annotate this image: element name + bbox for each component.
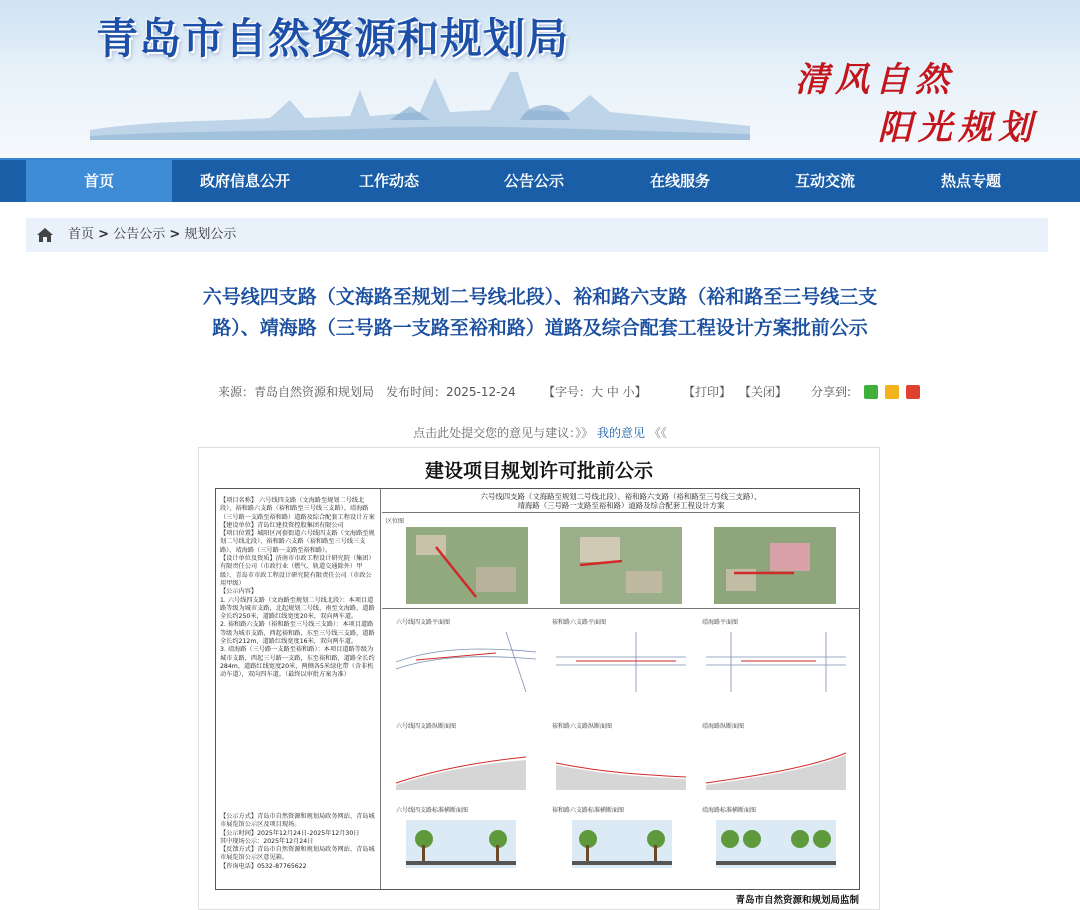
- profile-label-3: 靖海路纵断面图: [702, 723, 745, 730]
- font-size-control[interactable]: 【字号：大 中 小】: [543, 385, 647, 399]
- nav-item-interaction[interactable]: 互动交流: [794, 172, 855, 190]
- breadcrumb-home-link[interactable]: 首页: [68, 227, 95, 242]
- plan-label-3: 靖海路平面图: [702, 619, 739, 626]
- satellite-map-2: [560, 527, 682, 604]
- section-label-3: 靖海路标准横断面图: [702, 807, 757, 814]
- notice-left-column: [216, 489, 381, 889]
- breadcrumb-separator: >: [98, 227, 110, 242]
- satellite-map-3: [714, 527, 836, 604]
- feedback-line: [200, 424, 880, 441]
- slogan-line-2: 阳光规划: [878, 108, 1038, 148]
- weibo-share-icon[interactable]: [906, 385, 920, 399]
- profile-label-2: 裕和路六支路纵断面图: [552, 723, 613, 730]
- section-label-1: 六号线四支路标准横断面图: [396, 807, 469, 814]
- notice-board-image: [198, 447, 880, 910]
- plan-label-2: 裕和路六支路平面图: [552, 619, 607, 626]
- breadcrumb-trail: [68, 218, 236, 252]
- article-title: 六号线四支路（文海路至规划二号线北段）、裕和路六支路（裕和路至三号线三支路）、靖海路（三号路一支路至裕和路）道路及综合配套工程设计方案批前公示: [202, 286, 878, 339]
- nav-item-gov-info[interactable]: 政府信息公开: [199, 172, 290, 190]
- close-button[interactable]: 【关闭】: [739, 385, 788, 399]
- wechat-share-icon[interactable]: [864, 385, 878, 399]
- nav-item-hot-topics[interactable]: 热点专题: [940, 172, 1001, 190]
- nav-item-home[interactable]: 首页: [26, 160, 172, 202]
- city-skyline-illustration: [90, 60, 750, 140]
- notice-subtitle: 六号线四支路（文海路至规划二号线北段）、裕和路六支路（裕和路至三号线三支路）、 靖海路（三号路一支路至裕和路）道路及综合配套工程设计方案: [382, 489, 860, 513]
- feedback-prefix: 点击此处提交您的意见与建议：》》: [413, 426, 594, 440]
- location-map-label: 区位图: [386, 518, 405, 525]
- plan-label-1: 六号线四支路平面图: [396, 619, 451, 626]
- share-label: 分享到:: [811, 385, 852, 399]
- profile-drawings: [386, 735, 856, 795]
- location-map-row: [382, 513, 860, 609]
- notice-title: 建设项目规划许可批前公示: [424, 460, 653, 482]
- feedback-suffix: 《《: [648, 426, 667, 440]
- nav-item-announcements[interactable]: 公告公示: [503, 172, 564, 190]
- article-date: 发布时间：2025-12-24: [386, 385, 516, 399]
- notice-project-info: 【项目名称】 六号线四支路（文海路至规划二号线北段）、裕和路六支路（裕和路至三号线三支路）、靖海路（三号路一支路至裕和路）道路及综合配套工程设计方案 【建设单位】青岛红建投资控股集团有限公司 【项目位置】城阳区河套街道六号线四支路（文海路至规划二号线北段）、裕和路六支路（裕和路至三号线三支路）、靖海路（三号路一支路至裕和路）。 【设计单位及资质】济南市市政工程设计研究院（集团）有限责任公司（市政行业（燃气、轨道交通除外）甲级）、青岛市市政工程设计研究院有限责任公司（市政公用甲级） 【公示内容】 1. 六号线四支路（文海路至规划二号线北段）：本项目道路等级为城市支路，北起规划二号线、南至文海路，道路全长约250米，道路红线宽度20米，双向两车道。 2. 裕和路六支路（裕和路至三号线三支路）：本项目道路等级为城市支路，西起裕和路，东至三号线三支路，道路全长约212m，道路红线宽度16米，双向两车道。 3. 靖海路（三号路一支路至裕和路）：本项目道路等级为城市支路，西起三号路一支路，东至裕和路，道路全长约284m，道路红线宽度20米，两侧各5米绿化带（含非机动车道），双向四车道。（最终以审批方案为准）: [220, 497, 375, 679]
- breadcrumb-announcements-link[interactable]: 公告公示: [113, 227, 166, 242]
- main-nav: [0, 158, 1080, 202]
- share-icons: [864, 384, 922, 398]
- article-source: 来源：青岛自然资源和规划局: [218, 385, 375, 399]
- notice-footer: 青岛市自然资源和规划局监制: [735, 895, 859, 906]
- section-label-2: 裕和路六支路标准横断面图: [552, 807, 625, 814]
- breadcrumb-planning-link[interactable]: 规划公示: [184, 227, 237, 242]
- nav-item-work-news[interactable]: 工作动态: [358, 172, 419, 190]
- satellite-map-1: [406, 527, 528, 604]
- cross-section-drawings: [386, 815, 856, 881]
- site-banner: [0, 0, 1080, 158]
- qzone-share-icon[interactable]: [885, 385, 899, 399]
- profile-label-1: 六号线四支路纵断面图: [396, 723, 457, 730]
- home-icon[interactable]: [36, 227, 54, 243]
- notice-publicity-info: 【公示方式】青岛市自然资源和规划局政务网站、青岛城市展览馆公示区及项目现场。 【公示时间】2025年12月24日-2025年12月30日 其中现场公示：2025年12月24日 【反馈方式】青岛市自然资源和规划局政务网站、青岛城市展览馆公示区意见箱。 【咨询电话】0532-87765622: [220, 813, 375, 870]
- plan-drawings: [386, 627, 856, 697]
- my-opinion-link[interactable]: 我的意见: [596, 426, 645, 440]
- site-title: 青岛市自然资源和规划局: [96, 14, 570, 63]
- breadcrumb: [26, 218, 1048, 252]
- breadcrumb-separator: >: [169, 227, 181, 242]
- print-button[interactable]: 【打印】: [683, 385, 732, 399]
- nav-item-online-service[interactable]: 在线服务: [649, 172, 710, 190]
- notice-frame: [215, 488, 860, 890]
- slogan-line-1: 清风自然: [795, 60, 955, 100]
